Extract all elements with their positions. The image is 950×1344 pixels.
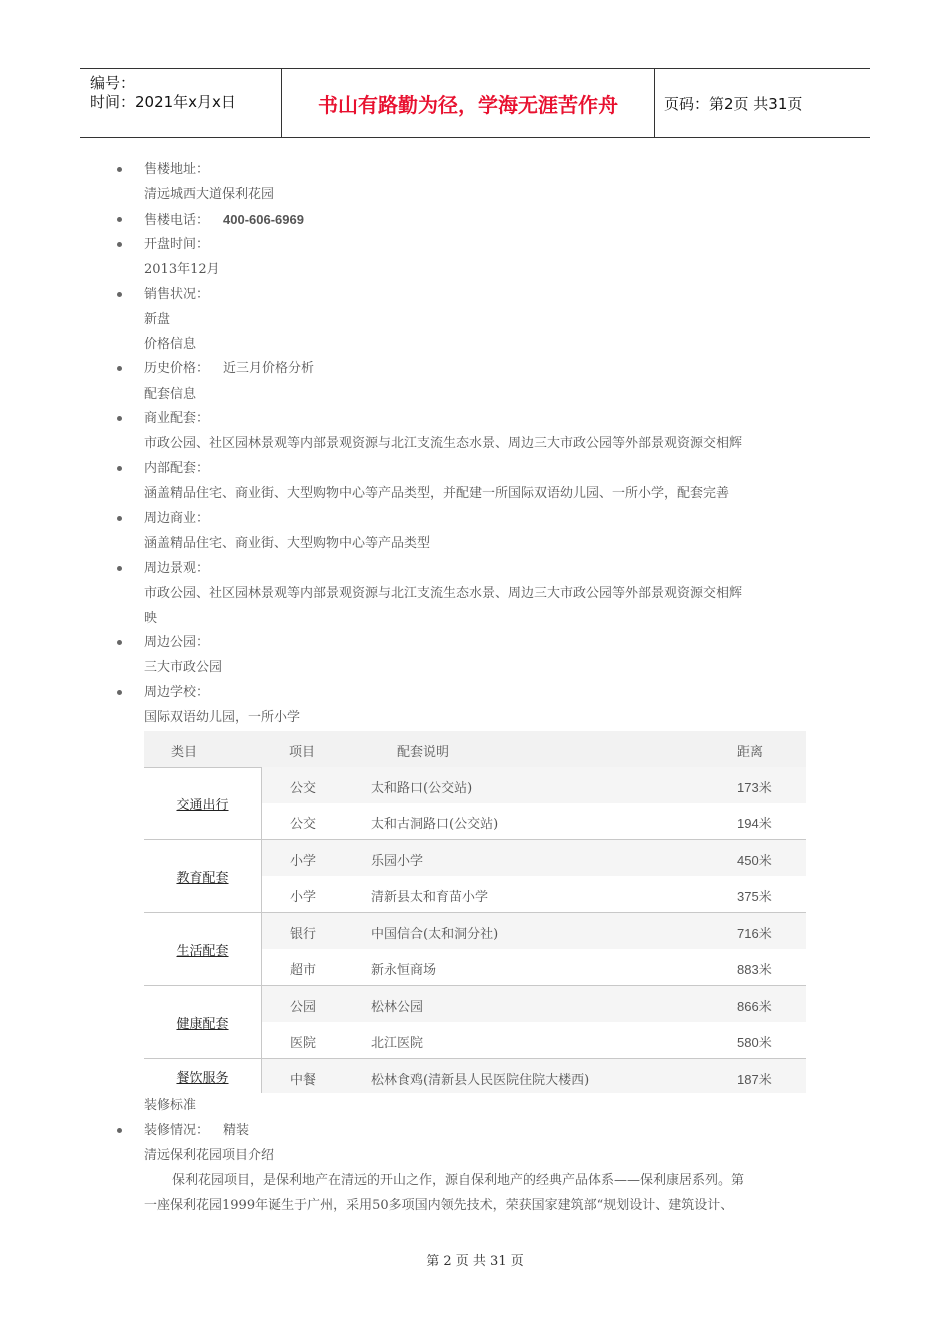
desc-cell: 新永恒商场 — [371, 963, 437, 978]
distance-cell: 375米 — [737, 889, 772, 904]
intro-paragraph — [144, 1168, 806, 1218]
item-cell: 公交 — [290, 781, 317, 796]
surround-school-label: 周边学校： — [144, 685, 210, 700]
table-group — [144, 986, 806, 1059]
page-footer: 第 2 页 共 31 页 — [426, 1254, 524, 1269]
decoration-section-title: 装修标准 — [144, 1098, 197, 1113]
surround-commercial-text: 涵盖精品住宅、商业街、大型购物中心等产品类型 — [144, 536, 431, 551]
bullet-icon — [117, 466, 122, 471]
surround-landscape-text: 市政公园、社区园林景观等内部景观资源与北江支流生态水景、周边三大市政公园等外部景观资源交相辉 — [144, 586, 743, 601]
history-price-line — [144, 361, 314, 377]
surround-landscape-label: 周边景观： — [144, 561, 210, 576]
distance-cell: 883米 — [737, 962, 772, 977]
table-row — [262, 840, 806, 876]
sales-address-label: 售楼地址： — [144, 162, 210, 177]
commercial-label: 商业配套： — [144, 411, 210, 426]
open-time: 2013年12月 — [144, 262, 220, 277]
category-link[interactable]: 生活配套 — [176, 943, 229, 959]
surround-commercial-label: 周边商业： — [144, 511, 210, 526]
category-cell — [144, 913, 262, 985]
sales-phone-label: 售楼电话： — [144, 213, 210, 228]
history-price: 近三月价格分析 — [223, 361, 315, 376]
distance-cell: 716米 — [737, 926, 772, 941]
table-row — [262, 767, 806, 803]
facility-section-title: 配套信息 — [144, 387, 197, 402]
table-header — [144, 731, 806, 768]
bullet-icon — [117, 690, 122, 695]
distance-cell: 187米 — [737, 1072, 772, 1087]
desc-cell: 乐园小学 — [371, 854, 424, 869]
item-cell: 公园 — [290, 1000, 317, 1015]
header-meta — [80, 69, 280, 137]
item-cell: 小学 — [290, 890, 317, 905]
facility-table — [144, 731, 806, 1093]
open-time-label: 开盘时间： — [144, 237, 210, 252]
desc-cell: 松林公园 — [371, 1000, 424, 1015]
distance-cell: 173米 — [737, 780, 772, 795]
table-group — [144, 840, 806, 913]
table-row — [262, 986, 806, 1022]
motto: 书山有路勤为径，学海无涯苦作舟 — [281, 69, 655, 137]
page-header — [80, 68, 870, 138]
desc-cell: 太和路口(公交站) — [371, 781, 473, 796]
decoration-status: 精装 — [223, 1123, 250, 1138]
surround-park-text: 三大市政公园 — [144, 660, 223, 675]
intro-paragraph-line: 保利花园项目，是保利地产在清远的开山之作，源自保利地产的经典产品体系——保利康居系列。第 — [172, 1173, 745, 1188]
item-cell: 小学 — [290, 854, 317, 869]
surround-park-label: 周边公园： — [144, 635, 210, 650]
bullet-icon — [117, 416, 122, 421]
table-row — [262, 876, 806, 912]
header-distance: 距离 — [737, 745, 764, 760]
price-section-title: 价格信息 — [144, 337, 197, 352]
intro-paragraph-line: 一座保利花园1999年诞生于广州，采用50多项国内领先技术，荣获国家建筑部“规划设计、建筑设计、 — [144, 1198, 734, 1213]
table-group — [144, 1059, 806, 1093]
sales-status: 新盘 — [144, 312, 171, 327]
desc-cell: 清新县太和育苗小学 — [371, 890, 489, 905]
bullet-icon — [117, 167, 122, 172]
desc-cell: 北江医院 — [371, 1036, 424, 1051]
category-cell — [144, 986, 262, 1058]
distance-cell: 866米 — [737, 999, 772, 1014]
table-row — [262, 1059, 806, 1093]
internal-label: 内部配套： — [144, 461, 210, 476]
decoration-status-label: 装修情况： — [144, 1123, 210, 1138]
desc-cell: 松林食鸡(清新县人民医院住院大楼西) — [371, 1073, 590, 1088]
item-cell: 银行 — [290, 927, 317, 942]
bullet-icon — [117, 242, 122, 247]
decoration-status-line — [144, 1123, 249, 1139]
category-link[interactable]: 教育配套 — [176, 870, 229, 886]
table-row — [262, 949, 806, 985]
category-link[interactable]: 健康配套 — [176, 1016, 229, 1032]
item-cell: 公交 — [290, 817, 317, 832]
internal-text: 涵盖精品住宅、商业街、大型购物中心等产品类型，并配建一所国际双语幼儿园、一所小学，配套完善 — [144, 486, 730, 501]
page-label: 页码：第2页 共31页 — [664, 94, 803, 113]
table-row — [262, 1022, 806, 1058]
category-cell — [144, 767, 262, 839]
header-item: 项目 — [289, 745, 316, 760]
category-link[interactable]: 餐饮服务 — [176, 1070, 229, 1086]
bullet-icon — [117, 1128, 122, 1133]
commercial-text: 市政公园、社区园林景观等内部景观资源与北江支流生态水景、周边三大市政公园等外部景观资源交相辉 — [144, 436, 743, 451]
sales-status-label: 销售状况： — [144, 287, 210, 302]
item-cell: 超市 — [290, 963, 317, 978]
intro-title: 清远保利花园项目介绍 — [144, 1148, 275, 1163]
category-cell — [144, 1059, 262, 1093]
distance-cell: 580米 — [737, 1035, 772, 1050]
bullet-icon — [117, 292, 122, 297]
bullet-icon — [117, 366, 122, 371]
table-group — [144, 767, 806, 840]
number-label: 编号： — [90, 74, 136, 92]
sales-phone: 400-606-6969 — [223, 212, 304, 227]
bullet-icon — [117, 516, 122, 521]
category-cell — [144, 840, 262, 912]
table-row — [262, 913, 806, 949]
desc-cell: 太和古洞路口(公交站) — [371, 817, 499, 832]
table-group — [144, 913, 806, 986]
header-category: 类目 — [171, 745, 198, 760]
surround-school-text: 国际双语幼儿园，一所小学 — [144, 710, 301, 725]
bullet-icon — [117, 566, 122, 571]
header-desc: 配套说明 — [397, 745, 450, 760]
surround-landscape-text-cont: 映 — [144, 611, 158, 626]
desc-cell: 中国信合(太和洞分社) — [371, 927, 499, 942]
item-cell: 中餐 — [290, 1073, 317, 1088]
distance-cell: 450米 — [737, 853, 772, 868]
bullet-icon — [117, 217, 122, 222]
table-row — [262, 803, 806, 839]
bullet-icon — [117, 640, 122, 645]
sales-phone-line — [144, 212, 304, 229]
time-label: 时间：2021年x月x日 — [90, 93, 236, 111]
item-cell: 医院 — [290, 1036, 317, 1051]
category-link[interactable]: 交通出行 — [176, 797, 229, 813]
history-price-label: 历史价格： — [144, 361, 210, 376]
distance-cell: 194米 — [737, 816, 772, 831]
sales-address: 清远城西大道保利花园 — [144, 187, 275, 202]
